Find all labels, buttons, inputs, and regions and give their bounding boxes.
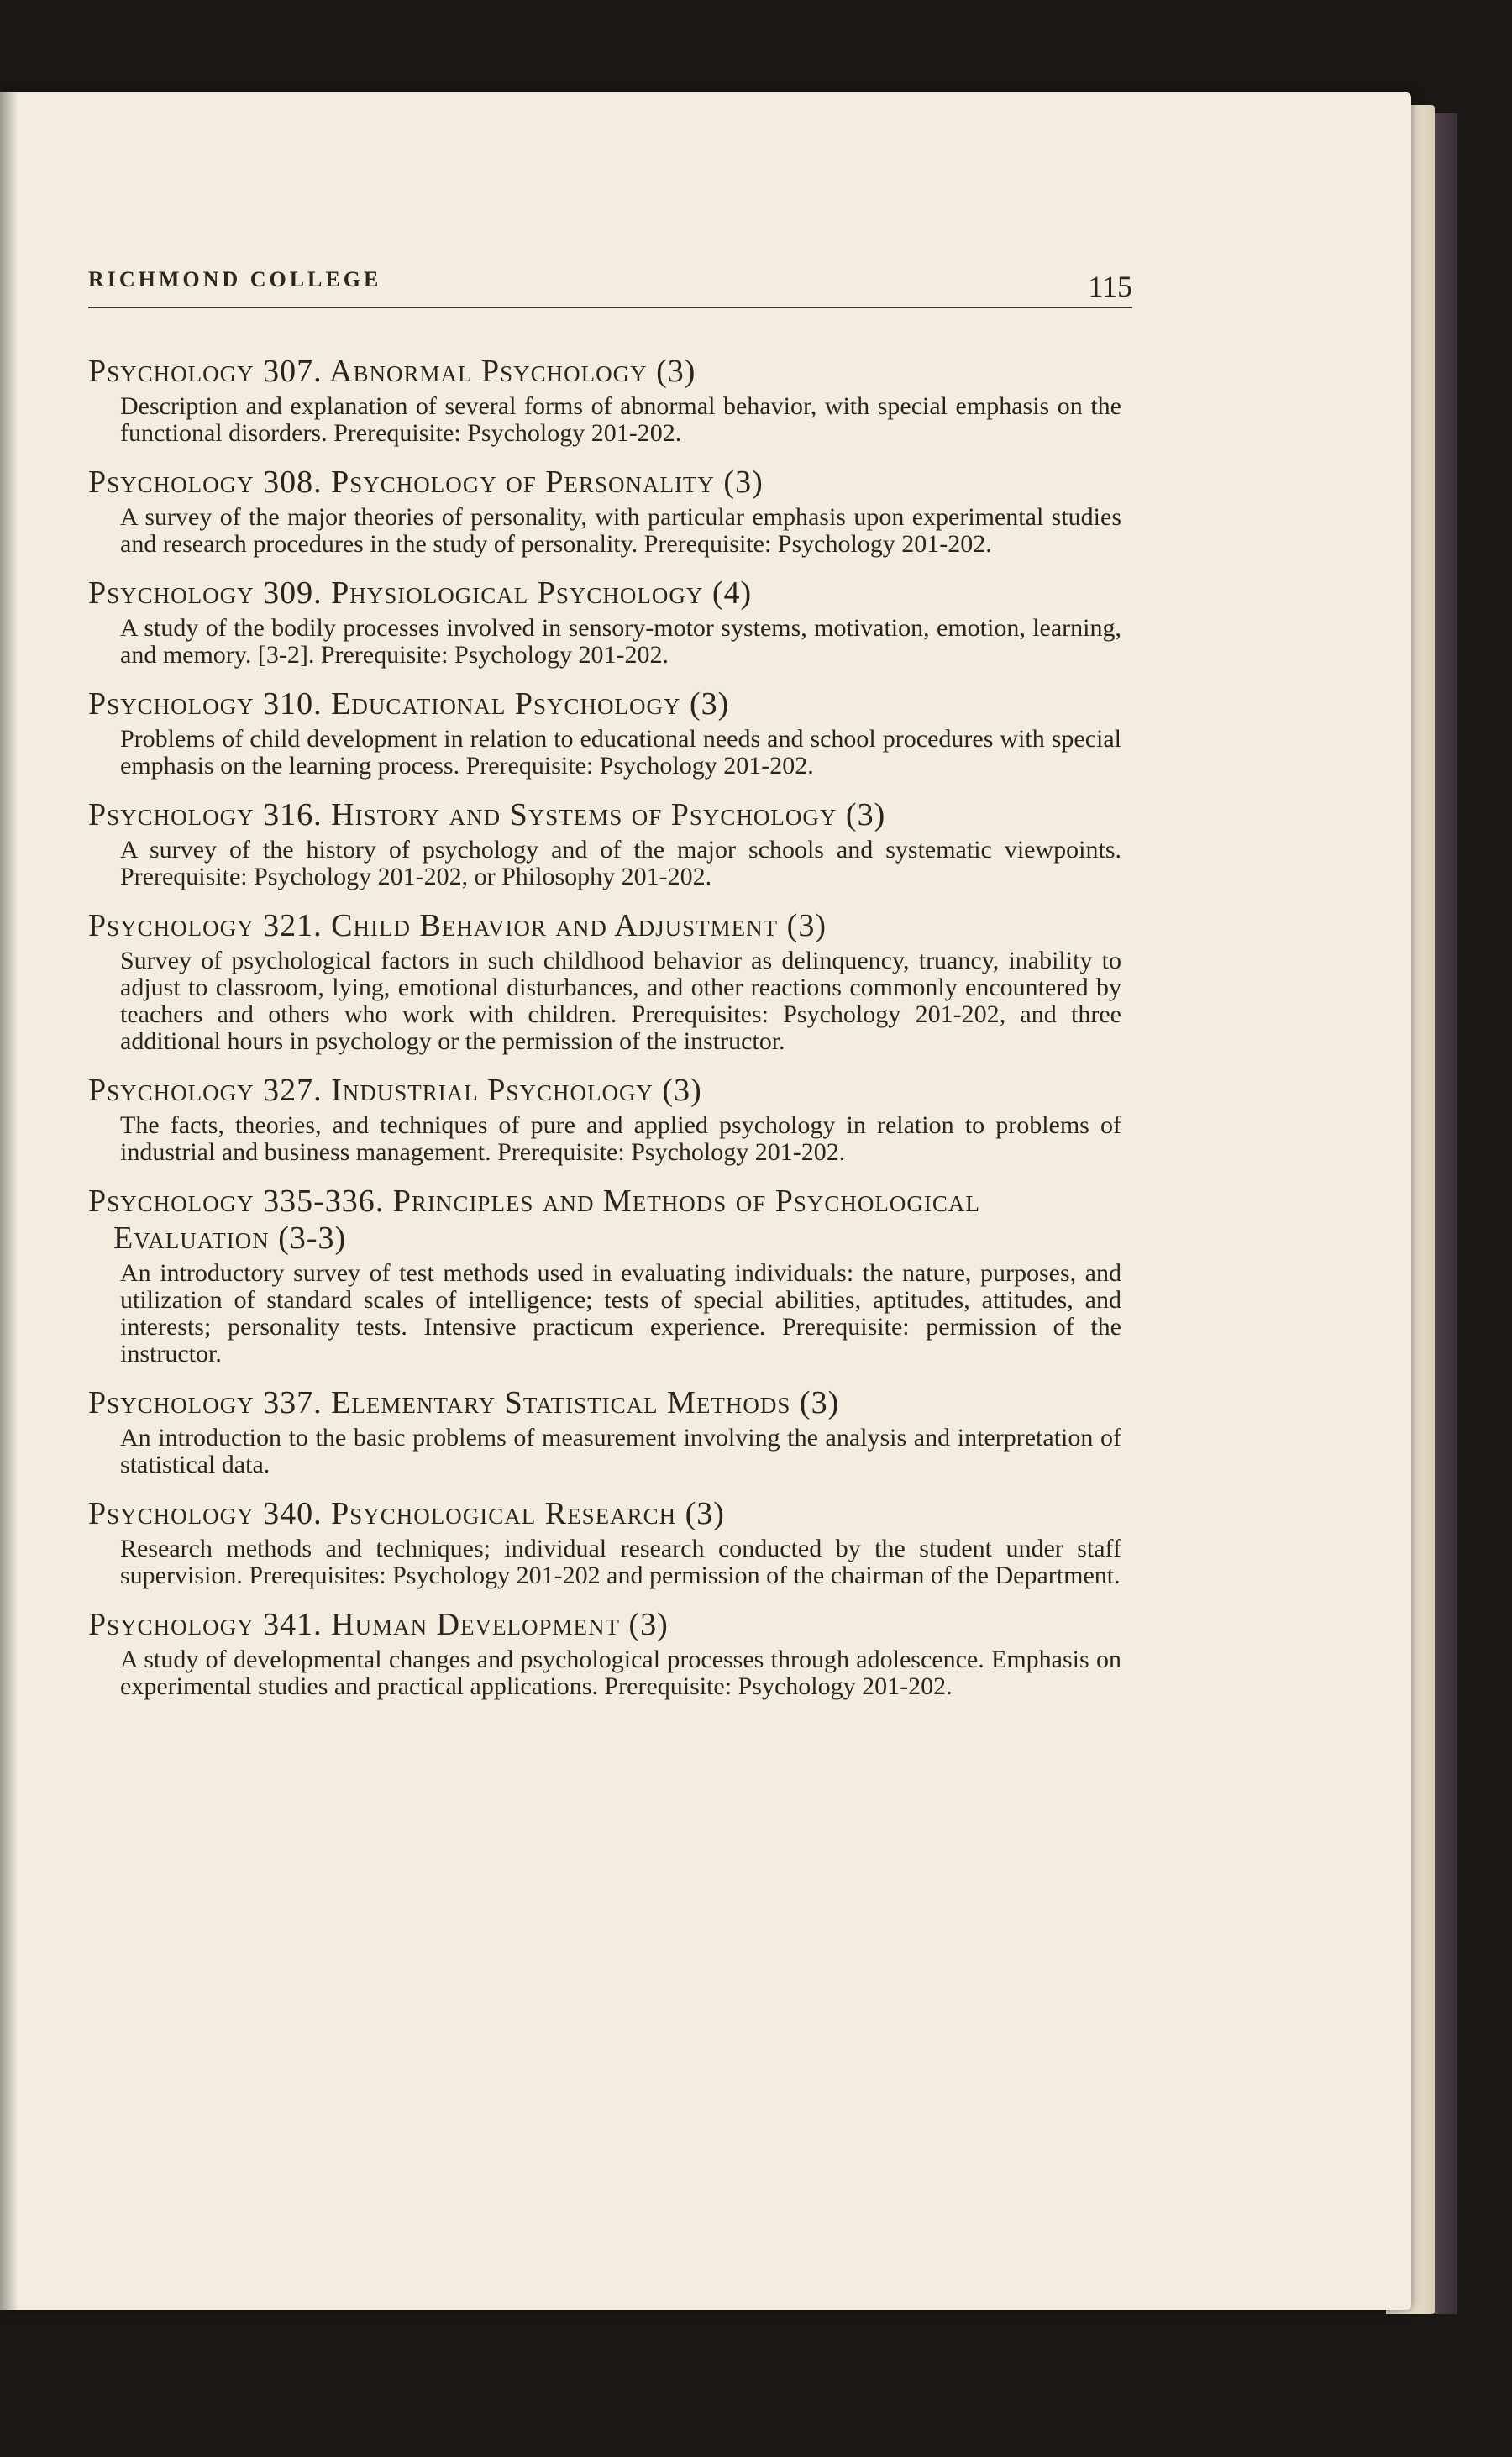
course-description: An introductory survey of test methods used in evaluating individuals: the nature, purposes, and utilization of standard scales of intelligence; tests of special abilities, aptitudes, attitudes, and interests; personality tests. Intensive practicum experience. Prerequisite: permission of the instructor. [120, 1259, 1121, 1368]
course-description: A survey of the major theories of personality, with particular emphasis upon experimental studies and research procedures in the study of personality. Prerequisite: Psychology 201-202. [120, 503, 1121, 558]
course-list [88, 353, 1121, 1717]
course-entry-341 [88, 1606, 1121, 1700]
course-title: Psychology 307. Abnormal Psychology (3) [88, 354, 696, 389]
course-description: A survey of the history of psychology and of the major schools and systematic viewpoints. Prerequisite: Psychology 201-202, or Philosophy 201-202. [120, 836, 1121, 890]
course-description: A study of the bodily processes involved in sensory-motor systems, motivation, emotion, learning, and memory. [3-2]. Prerequisite: Psychology 201-202. [120, 614, 1121, 669]
course-description: A study of developmental changes and psychological processes through adolescence. Emphasis on experimental studies and practical applications. Prerequisite: Psychology 201-202. [120, 1646, 1121, 1700]
course-title: Psychology 308. Psychology of Personality (3) [88, 465, 764, 500]
course-title-line2: Evaluation (3-3) [113, 1221, 347, 1256]
course-title: Psychology 340. Psychological Research (3) [88, 1496, 725, 1531]
course-entry-316 [88, 796, 1121, 890]
header-rule [88, 307, 1132, 308]
course-description: An introduction to the basic problems of measurement involving the analysis and interpretation of statistical data. [120, 1424, 1121, 1478]
course-title: Psychology 310. Educational Psychology (3) [88, 686, 730, 722]
course-entry-327 [88, 1072, 1121, 1166]
course-title: Psychology 337. Elementary Statistical Methods (3) [88, 1385, 840, 1420]
course-description: Problems of child development in relation to educational needs and school procedures with special emphasis on the learning process. Prerequisite: Psychology 201-202. [120, 725, 1121, 780]
course-description: Research methods and techniques; individual research conducted by the student under staff supervision. Prerequisites: Psychology 201-202 and permission of the chairman of the Department. [120, 1535, 1121, 1589]
course-entry-307 [88, 353, 1121, 447]
course-title: Psychology 321. Child Behavior and Adjustment (3) [88, 908, 827, 943]
course-entry-308 [88, 464, 1121, 558]
course-entry-310 [88, 685, 1121, 780]
page-number: 115 [1088, 270, 1132, 303]
running-head: RICHMOND COLLEGE [88, 267, 382, 291]
course-title: Psychology 309. Physiological Psychology (4) [88, 575, 753, 611]
course-title-line1: Psychology 335-336. Principles and Methods of Psychological [88, 1184, 980, 1219]
course-title: Psychology 341. Human Development (3) [88, 1607, 669, 1642]
course-description: The facts, theories, and techniques of pure and applied psychology in relation to problems of industrial and business management. Prerequisite: Psychology 201-202. [120, 1111, 1121, 1166]
course-title: Psychology 316. History and Systems of Psychology (3) [88, 797, 886, 832]
course-entry-321 [88, 907, 1121, 1055]
course-entry-335-336 [88, 1183, 1121, 1368]
course-entry-337 [88, 1384, 1121, 1478]
course-description: Description and explanation of several forms of abnormal behavior, with special emphasis on the functional disorders. Prerequisite: Psychology 201-202. [120, 392, 1121, 447]
course-entry-340 [88, 1495, 1121, 1589]
course-title: Psychology 327. Industrial Psychology (3) [88, 1073, 702, 1108]
course-title [88, 1183, 1121, 1257]
course-description: Survey of psychological factors in such childhood behavior as delinquency, truancy, inability to adjust to classroom, lying, emotional disturbances, and other reactions commonly encountered by teachers and others who work with children. Prerequisites: Psychology 201-202, and three additional hours in psychology or the permission of the instructor. [120, 947, 1121, 1055]
page-header [88, 267, 1132, 306]
course-entry-309 [88, 575, 1121, 669]
spine-shadow [0, 92, 18, 2310]
